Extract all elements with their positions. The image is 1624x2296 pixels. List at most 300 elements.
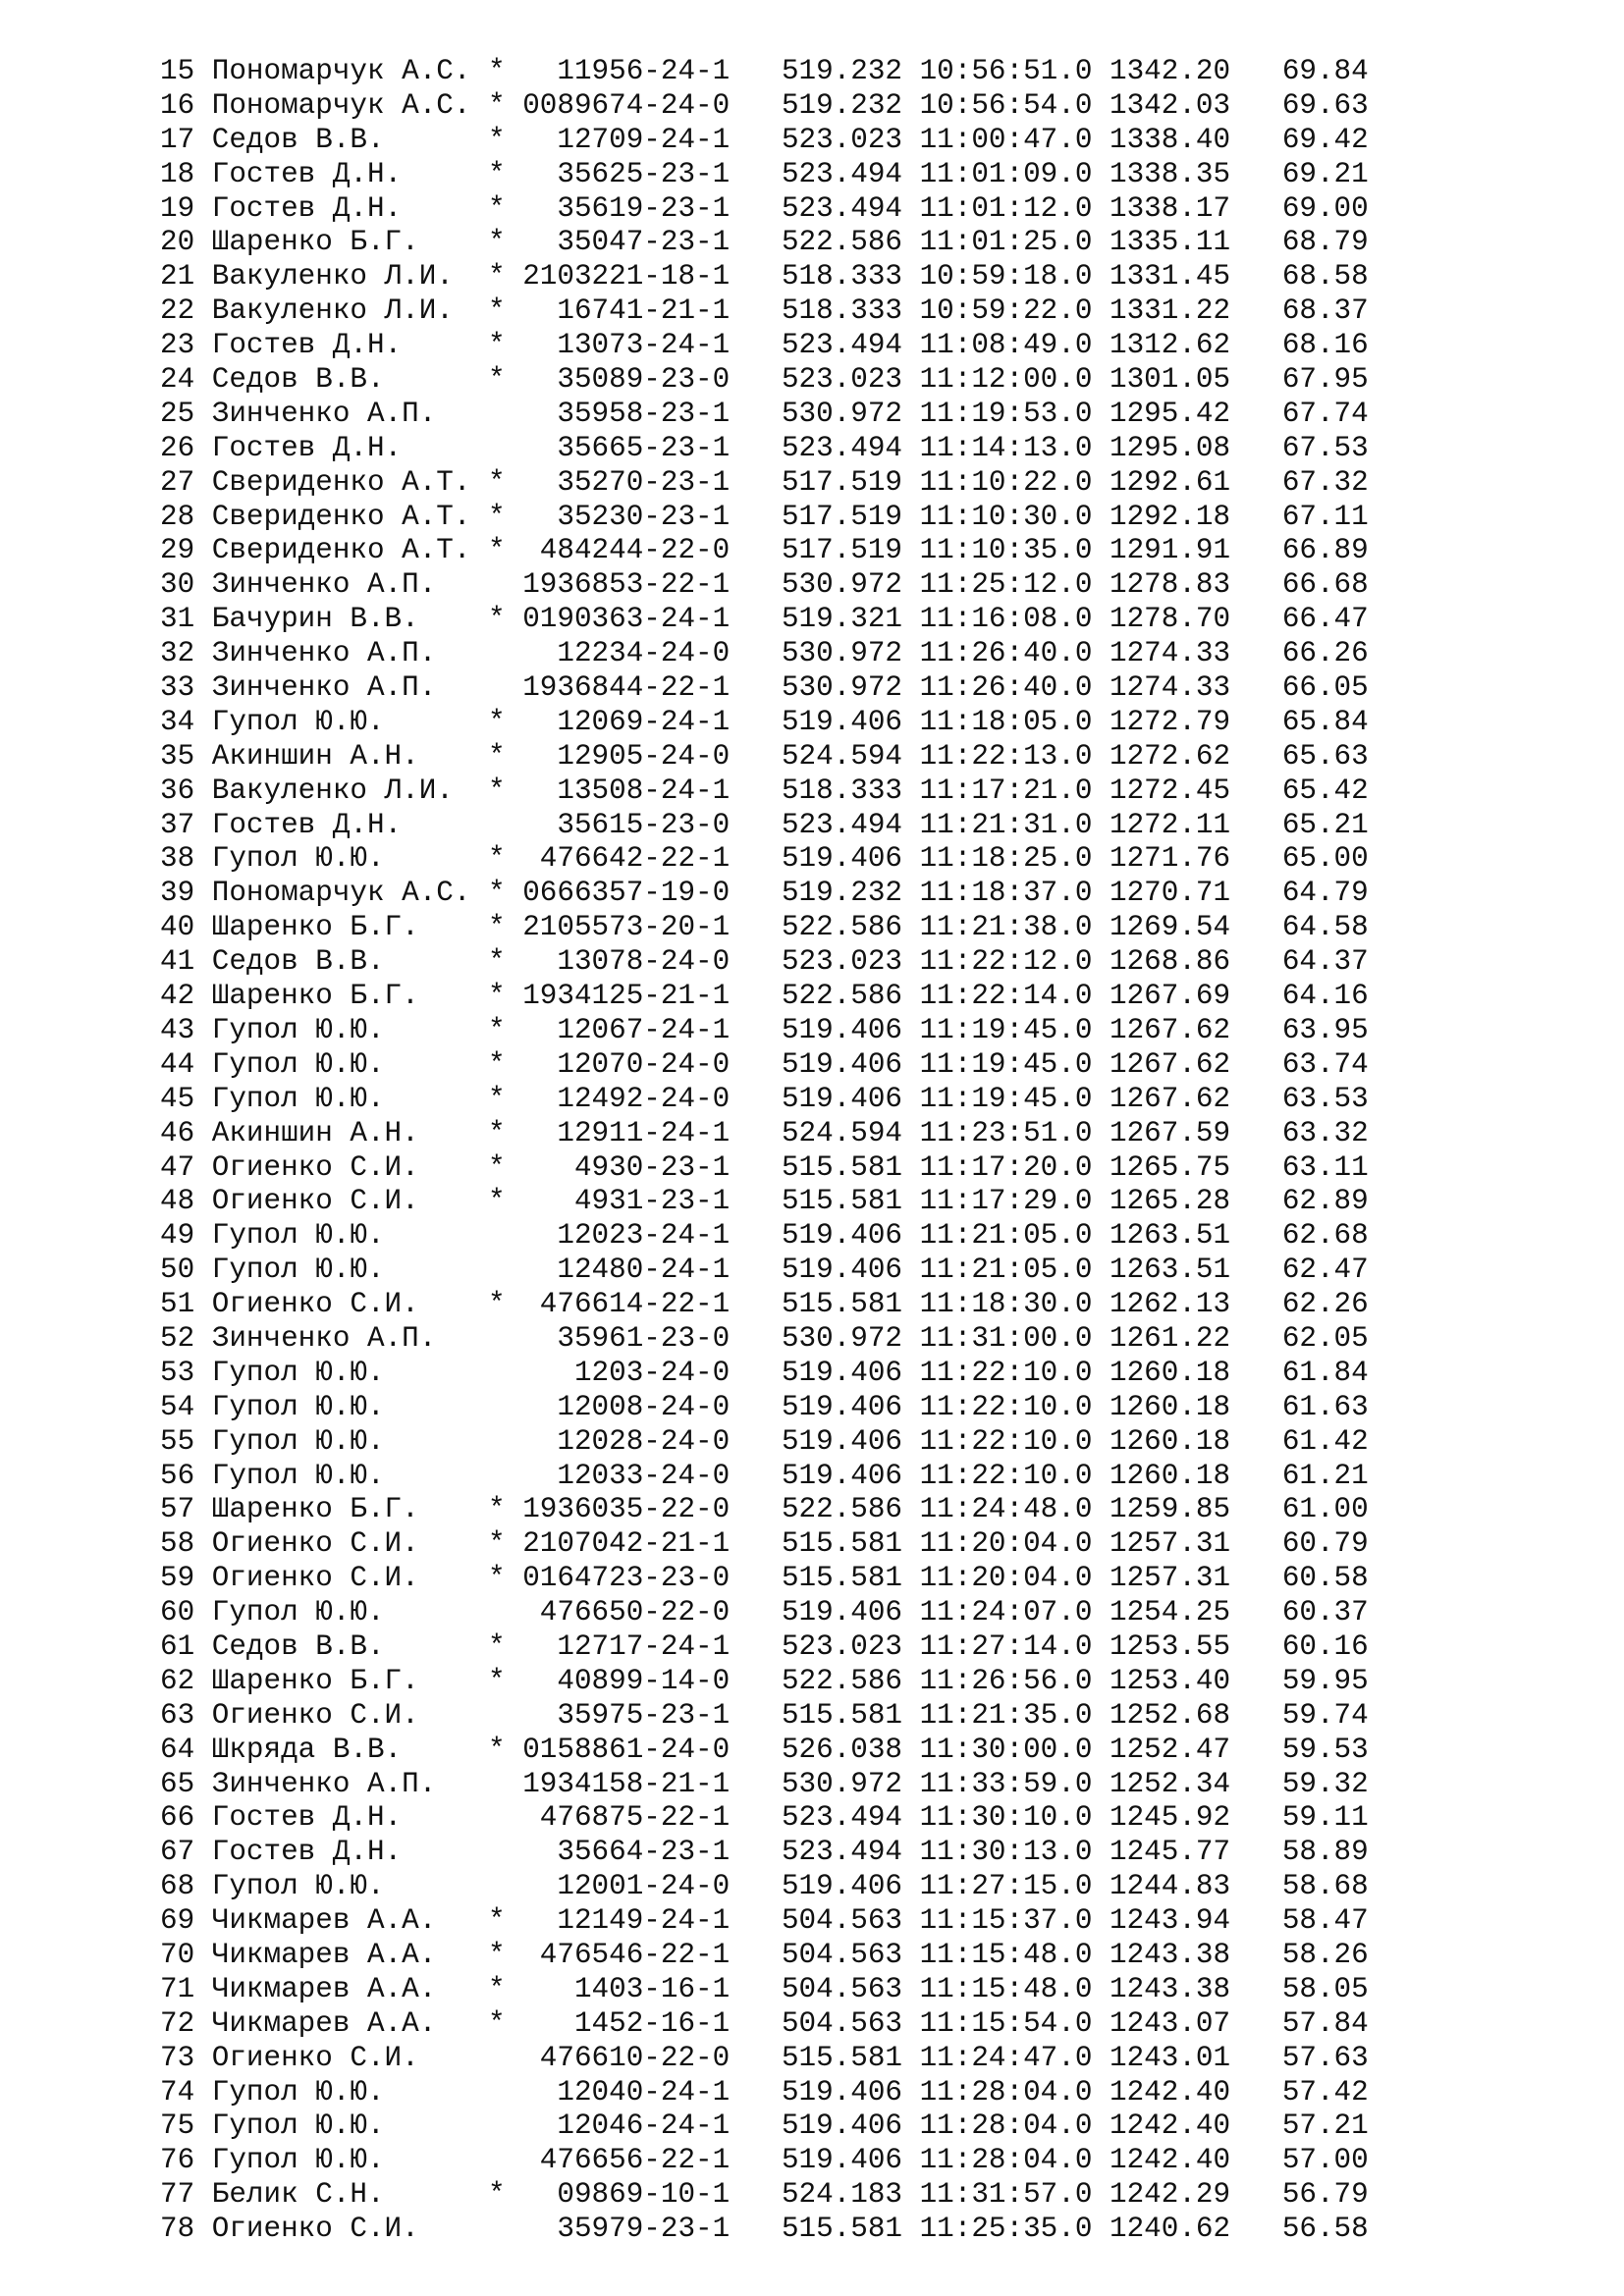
ring-cell: 12717-24-1	[505, 1629, 782, 1663]
name-cell: Гостев Д.Н.	[211, 1801, 489, 1835]
ring-cell: 1452-16-1	[505, 2006, 782, 2040]
points-cell: 58.89	[1265, 1836, 1369, 1869]
time-cell: 10:56:51.0	[919, 55, 1110, 87]
speed-cell: 1267.62	[1110, 1013, 1266, 1046]
place-cell: 62	[160, 1664, 212, 1697]
name-cell: Пономарчук А.С.	[211, 55, 489, 87]
name-cell: Шаренко Б.Г.	[211, 980, 489, 1013]
mark-cell: *	[488, 534, 506, 567]
time-cell: 11:18:30.0	[919, 1288, 1110, 1321]
name-cell: Пономарчук А.С.	[211, 877, 489, 910]
name-cell: Гупол Ю.Ю.	[211, 1047, 489, 1081]
name-cell: Гупол Ю.Ю.	[211, 1082, 489, 1115]
mark-cell	[488, 1699, 506, 1732]
name-cell: Вакуленко Л.И.	[211, 260, 489, 294]
place-cell: 68	[160, 1870, 212, 1903]
speed-cell: 1252.34	[1110, 1767, 1266, 1800]
place-cell: 20	[160, 226, 212, 259]
distance-cell: 515.581	[781, 1150, 920, 1184]
name-cell: Зинченко А.П.	[211, 637, 489, 670]
distance-cell: 519.406	[781, 1390, 920, 1423]
name-cell: Чикмарев А.А.	[211, 2006, 489, 2040]
time-cell: 11:22:10.0	[919, 1356, 1110, 1389]
table-row	[160, 842, 1369, 877]
table-row	[160, 877, 1369, 911]
ring-cell: 35961-23-0	[505, 1321, 782, 1355]
name-cell: Седов В.В.	[211, 945, 489, 979]
distance-cell: 524.594	[781, 1116, 920, 1149]
name-cell: Шкряда В.В.	[211, 1733, 489, 1766]
points-cell: 57.63	[1265, 2041, 1369, 2074]
name-cell: Шаренко Б.Г.	[211, 1493, 489, 1526]
table-row	[160, 1048, 1369, 1083]
ring-cell: 0666357-19-0	[505, 877, 782, 910]
place-cell: 35	[160, 739, 212, 773]
speed-cell: 1335.11	[1110, 226, 1266, 259]
time-cell: 11:24:47.0	[919, 2041, 1110, 2074]
mark-cell	[488, 671, 506, 704]
time-cell: 11:22:13.0	[919, 739, 1110, 773]
table-row	[160, 398, 1369, 432]
distance-cell: 519.406	[781, 1424, 920, 1458]
place-cell: 60	[160, 1596, 212, 1629]
ring-cell: 4930-23-1	[505, 1150, 782, 1184]
speed-cell: 1272.79	[1110, 705, 1266, 738]
speed-cell: 1260.18	[1110, 1390, 1266, 1423]
points-cell: 56.58	[1265, 2213, 1369, 2246]
distance-cell: 515.581	[781, 1288, 920, 1321]
points-cell: 60.79	[1265, 1527, 1369, 1561]
points-cell: 66.89	[1265, 534, 1369, 567]
table-row	[160, 603, 1369, 637]
distance-cell: 522.586	[781, 911, 920, 944]
speed-cell: 1243.01	[1110, 2041, 1266, 2074]
points-cell: 65.63	[1265, 739, 1369, 773]
ring-cell: 11956-24-1	[505, 55, 782, 87]
distance-cell: 517.519	[781, 465, 920, 499]
place-cell: 64	[160, 1733, 212, 1766]
ring-cell: 12234-24-0	[505, 637, 782, 670]
name-cell: Гостев Д.Н.	[211, 329, 489, 362]
speed-cell: 1342.20	[1110, 55, 1266, 87]
mark-cell: *	[488, 774, 506, 807]
table-row	[160, 671, 1369, 706]
time-cell: 10:56:54.0	[919, 88, 1110, 122]
name-cell: Белик С.Н.	[211, 2178, 489, 2212]
mark-cell: *	[488, 603, 506, 636]
time-cell: 11:10:35.0	[919, 534, 1110, 567]
table-row	[160, 158, 1369, 192]
place-cell: 56	[160, 1459, 212, 1492]
speed-cell: 1295.08	[1110, 431, 1266, 464]
place-cell: 21	[160, 260, 212, 294]
ring-cell: 12028-24-0	[505, 1424, 782, 1458]
place-cell: 16	[160, 88, 212, 122]
speed-cell: 1267.62	[1110, 1047, 1266, 1081]
time-cell: 11:21:05.0	[919, 1254, 1110, 1287]
time-cell: 11:20:04.0	[919, 1562, 1110, 1595]
speed-cell: 1278.70	[1110, 603, 1266, 636]
distance-cell: 530.972	[781, 637, 920, 670]
points-cell: 67.74	[1265, 397, 1369, 430]
table-row	[160, 1254, 1369, 1288]
table-row	[160, 2213, 1369, 2247]
time-cell: 11:22:12.0	[919, 945, 1110, 979]
speed-cell: 1261.22	[1110, 1321, 1266, 1355]
speed-cell: 1243.94	[1110, 1904, 1266, 1938]
time-cell: 11:21:38.0	[919, 911, 1110, 944]
ring-cell: 1403-16-1	[505, 1972, 782, 2005]
place-cell: 53	[160, 1356, 212, 1389]
table-row	[160, 1014, 1369, 1048]
table-row	[160, 706, 1369, 740]
name-cell: Гупол Ю.Ю.	[211, 1254, 489, 1287]
mark-cell: *	[488, 260, 506, 294]
mark-cell	[488, 637, 506, 669]
time-cell: 11:17:21.0	[919, 774, 1110, 807]
time-cell: 11:14:13.0	[919, 431, 1110, 464]
time-cell: 11:19:45.0	[919, 1013, 1110, 1046]
mark-cell: *	[488, 363, 506, 397]
name-cell: Чикмарев А.А.	[211, 1972, 489, 2005]
distance-cell: 519.406	[781, 2109, 920, 2143]
table-row	[160, 568, 1369, 603]
ring-cell: 35047-23-1	[505, 226, 782, 259]
points-cell: 61.21	[1265, 1459, 1369, 1492]
speed-cell: 1245.92	[1110, 1801, 1266, 1835]
name-cell: Гупол Ю.Ю.	[211, 1459, 489, 1492]
distance-cell: 515.581	[781, 2041, 920, 2074]
distance-cell: 519.406	[781, 2144, 920, 2177]
mark-cell	[488, 432, 506, 464]
points-cell: 56.79	[1265, 2178, 1369, 2212]
distance-cell: 515.581	[781, 1185, 920, 1218]
place-cell: 26	[160, 431, 212, 464]
distance-cell: 504.563	[781, 1938, 920, 1971]
distance-cell: 517.519	[781, 500, 920, 533]
table-row	[160, 945, 1369, 980]
table-row	[160, 2109, 1369, 2144]
points-cell: 69.42	[1265, 123, 1369, 156]
name-cell: Огиенко С.И.	[211, 1698, 489, 1732]
time-cell: 11:15:48.0	[919, 1938, 1110, 1971]
name-cell: Гостев Д.Н.	[211, 808, 489, 841]
ring-cell: 12067-24-1	[505, 1013, 782, 1046]
table-row	[160, 1768, 1369, 1802]
place-cell: 15	[160, 55, 212, 87]
mark-cell: *	[488, 1288, 506, 1321]
time-cell: 11:20:04.0	[919, 1527, 1110, 1561]
table-row	[160, 260, 1369, 294]
name-cell: Седов В.В.	[211, 1629, 489, 1663]
speed-cell: 1243.38	[1110, 1938, 1266, 1971]
points-cell: 59.11	[1265, 1801, 1369, 1835]
mark-cell: *	[488, 1013, 506, 1046]
points-cell: 59.95	[1265, 1664, 1369, 1697]
place-cell: 24	[160, 363, 212, 397]
mark-cell: *	[488, 1972, 506, 2005]
mark-cell: *	[488, 465, 506, 499]
speed-cell: 1338.17	[1110, 191, 1266, 225]
place-cell: 78	[160, 2213, 212, 2246]
place-cell: 73	[160, 2041, 212, 2074]
points-cell: 68.58	[1265, 260, 1369, 294]
place-cell: 33	[160, 671, 212, 705]
mark-cell: *	[488, 294, 506, 328]
name-cell: Гупол Ю.Ю.	[211, 1356, 489, 1389]
speed-cell: 1267.59	[1110, 1116, 1266, 1149]
distance-cell: 522.586	[781, 226, 920, 259]
time-cell: 11:10:22.0	[919, 465, 1110, 499]
place-cell: 52	[160, 1321, 212, 1355]
name-cell: Гостев Д.Н.	[211, 157, 489, 190]
mark-cell	[488, 1768, 506, 1800]
points-cell: 68.16	[1265, 329, 1369, 362]
time-cell: 11:19:45.0	[919, 1047, 1110, 1081]
table-row	[160, 294, 1369, 329]
mark-cell	[488, 1357, 506, 1389]
mark-cell	[488, 1322, 506, 1355]
table-row	[160, 2007, 1369, 2042]
speed-cell: 1295.42	[1110, 397, 1266, 430]
points-cell: 64.37	[1265, 945, 1369, 979]
mark-cell	[488, 1870, 506, 1902]
ring-cell: 12905-24-0	[505, 739, 782, 773]
table-row	[160, 2144, 1369, 2178]
points-cell: 57.42	[1265, 2075, 1369, 2109]
place-cell: 18	[160, 157, 212, 190]
distance-cell: 519.406	[781, 1254, 920, 1287]
place-cell: 77	[160, 2178, 212, 2212]
place-cell: 72	[160, 2006, 212, 2040]
speed-cell: 1268.86	[1110, 945, 1266, 979]
mark-cell: *	[488, 980, 506, 1013]
place-cell: 28	[160, 500, 212, 533]
place-cell: 61	[160, 1629, 212, 1663]
ring-cell: 476656-22-1	[505, 2144, 782, 2177]
speed-cell: 1272.45	[1110, 774, 1266, 807]
name-cell: Огиенко С.И.	[211, 1185, 489, 1218]
distance-cell: 518.333	[781, 774, 920, 807]
table-row	[160, 1357, 1369, 1391]
name-cell: Чикмарев А.А.	[211, 1904, 489, 1938]
mark-cell: *	[488, 739, 506, 773]
distance-cell: 515.581	[781, 1527, 920, 1561]
speed-cell: 1242.40	[1110, 2109, 1266, 2143]
time-cell: 11:08:49.0	[919, 329, 1110, 362]
ring-cell: 2105573-20-1	[505, 911, 782, 944]
table-row	[160, 1083, 1369, 1117]
name-cell: Зинченко А.П.	[211, 671, 489, 705]
points-cell: 67.95	[1265, 363, 1369, 397]
ring-cell: 13073-24-1	[505, 329, 782, 362]
points-cell: 57.00	[1265, 2144, 1369, 2177]
points-cell: 66.26	[1265, 637, 1369, 670]
ring-cell: 35975-23-1	[505, 1698, 782, 1732]
points-cell: 68.79	[1265, 226, 1369, 259]
time-cell: 10:59:22.0	[919, 294, 1110, 328]
table-row	[160, 1527, 1369, 1562]
table-row	[160, 1117, 1369, 1151]
place-cell: 44	[160, 1047, 212, 1081]
place-cell: 54	[160, 1390, 212, 1423]
place-cell: 74	[160, 2075, 212, 2109]
time-cell: 11:22:10.0	[919, 1459, 1110, 1492]
mark-cell: *	[488, 1150, 506, 1184]
distance-cell: 523.494	[781, 329, 920, 362]
table-row	[160, 1391, 1369, 1425]
points-cell: 66.05	[1265, 671, 1369, 705]
name-cell: Зинченко А.П.	[211, 1321, 489, 1355]
distance-cell: 523.494	[781, 191, 920, 225]
name-cell: Гупол Ю.Ю.	[211, 1870, 489, 1903]
ring-cell: 12709-24-1	[505, 123, 782, 156]
time-cell: 11:27:14.0	[919, 1629, 1110, 1663]
name-cell: Огиенко С.И.	[211, 1562, 489, 1595]
name-cell: Свериденко А.Т.	[211, 465, 489, 499]
mark-cell: *	[488, 1904, 506, 1938]
points-cell: 59.53	[1265, 1733, 1369, 1766]
table-row	[160, 124, 1369, 158]
mark-cell	[488, 809, 506, 841]
name-cell: Зинченко А.П.	[211, 397, 489, 430]
name-cell: Огиенко С.И.	[211, 1150, 489, 1184]
name-cell: Свериденко А.Т.	[211, 534, 489, 567]
place-cell: 75	[160, 2109, 212, 2143]
place-cell: 30	[160, 568, 212, 602]
ring-cell: 12911-24-1	[505, 1116, 782, 1149]
ring-cell: 35958-23-1	[505, 397, 782, 430]
table-row	[160, 1665, 1369, 1699]
speed-cell: 1331.45	[1110, 260, 1266, 294]
place-cell: 48	[160, 1185, 212, 1218]
points-cell: 60.16	[1265, 1629, 1369, 1663]
time-cell: 11:30:13.0	[919, 1836, 1110, 1869]
points-cell: 69.21	[1265, 157, 1369, 190]
distance-cell: 504.563	[781, 1972, 920, 2005]
place-cell: 42	[160, 980, 212, 1013]
time-cell: 11:30:10.0	[919, 1801, 1110, 1835]
place-cell: 50	[160, 1254, 212, 1287]
speed-cell: 1291.91	[1110, 534, 1266, 567]
time-cell: 11:33:59.0	[919, 1767, 1110, 1800]
speed-cell: 1274.33	[1110, 671, 1266, 705]
distance-cell: 519.406	[781, 705, 920, 738]
points-cell: 68.37	[1265, 294, 1369, 328]
ring-cell: 12070-24-0	[505, 1047, 782, 1081]
points-cell: 60.58	[1265, 1562, 1369, 1595]
ring-cell: 2107042-21-1	[505, 1527, 782, 1561]
speed-cell: 1252.47	[1110, 1733, 1266, 1766]
place-cell: 22	[160, 294, 212, 328]
table-row	[160, 226, 1369, 260]
place-cell: 43	[160, 1013, 212, 1046]
mark-cell: *	[488, 157, 506, 190]
speed-cell: 1301.05	[1110, 363, 1266, 397]
ring-cell: 35979-23-1	[505, 2213, 782, 2246]
table-row	[160, 1460, 1369, 1494]
table-row	[160, 637, 1369, 671]
distance-cell: 523.494	[781, 1836, 920, 1869]
ring-cell: 2103221-18-1	[505, 260, 782, 294]
speed-cell: 1242.29	[1110, 2178, 1266, 2212]
speed-cell: 1257.31	[1110, 1527, 1266, 1561]
points-cell: 67.32	[1265, 465, 1369, 499]
points-cell: 65.84	[1265, 705, 1369, 738]
mark-cell: *	[488, 705, 506, 738]
time-cell: 11:26:40.0	[919, 671, 1110, 705]
speed-cell: 1269.54	[1110, 911, 1266, 944]
place-cell: 67	[160, 1836, 212, 1869]
time-cell: 11:17:20.0	[919, 1150, 1110, 1184]
place-cell: 37	[160, 808, 212, 841]
speed-cell: 1243.07	[1110, 2006, 1266, 2040]
mark-cell: *	[488, 500, 506, 533]
distance-cell: 524.594	[781, 739, 920, 773]
ring-cell: 35664-23-1	[505, 1836, 782, 1869]
place-cell: 19	[160, 191, 212, 225]
time-cell: 11:17:29.0	[919, 1185, 1110, 1218]
mark-cell	[488, 1219, 506, 1252]
distance-cell: 519.406	[781, 1596, 920, 1629]
points-cell: 63.11	[1265, 1150, 1369, 1184]
time-cell: 11:18:05.0	[919, 705, 1110, 738]
mark-cell: *	[488, 123, 506, 156]
ring-cell: 12149-24-1	[505, 1904, 782, 1938]
points-cell: 62.05	[1265, 1321, 1369, 1355]
table-row	[160, 1836, 1369, 1870]
points-cell: 61.42	[1265, 1424, 1369, 1458]
speed-cell: 1262.13	[1110, 1288, 1266, 1321]
table-row	[160, 329, 1369, 363]
points-cell: 63.32	[1265, 1116, 1369, 1149]
mark-cell	[488, 2144, 506, 2176]
time-cell: 11:28:04.0	[919, 2144, 1110, 2177]
name-cell: Седов В.В.	[211, 123, 489, 156]
time-cell: 11:21:35.0	[919, 1698, 1110, 1732]
table-row	[160, 980, 1369, 1014]
time-cell: 11:30:00.0	[919, 1733, 1110, 1766]
points-cell: 63.74	[1265, 1047, 1369, 1081]
speed-cell: 1267.69	[1110, 980, 1266, 1013]
time-cell: 11:28:04.0	[919, 2109, 1110, 2143]
table-row	[160, 1288, 1369, 1322]
table-row	[160, 1219, 1369, 1254]
distance-cell: 519.406	[781, 2075, 920, 2109]
place-cell: 47	[160, 1150, 212, 1184]
points-cell: 61.84	[1265, 1356, 1369, 1389]
mark-cell	[488, 2109, 506, 2142]
ring-cell: 1936035-22-0	[505, 1493, 782, 1526]
points-cell: 58.47	[1265, 1904, 1369, 1938]
ring-cell: 484244-22-0	[505, 534, 782, 567]
name-cell: Шаренко Б.Г.	[211, 226, 489, 259]
place-cell: 65	[160, 1767, 212, 1800]
mark-cell: *	[488, 88, 506, 122]
speed-cell: 1242.40	[1110, 2075, 1266, 2109]
table-row	[160, 192, 1369, 227]
points-cell: 62.47	[1265, 1254, 1369, 1287]
points-cell: 67.53	[1265, 431, 1369, 464]
time-cell: 11:16:08.0	[919, 603, 1110, 636]
name-cell: Гупол Ю.Ю.	[211, 1596, 489, 1629]
ring-cell: 35089-23-0	[505, 363, 782, 397]
table-row	[160, 534, 1369, 568]
distance-cell: 515.581	[781, 2213, 920, 2246]
speed-cell: 1331.22	[1110, 294, 1266, 328]
ring-cell: 1936853-22-1	[505, 568, 782, 602]
distance-cell: 518.333	[781, 260, 920, 294]
